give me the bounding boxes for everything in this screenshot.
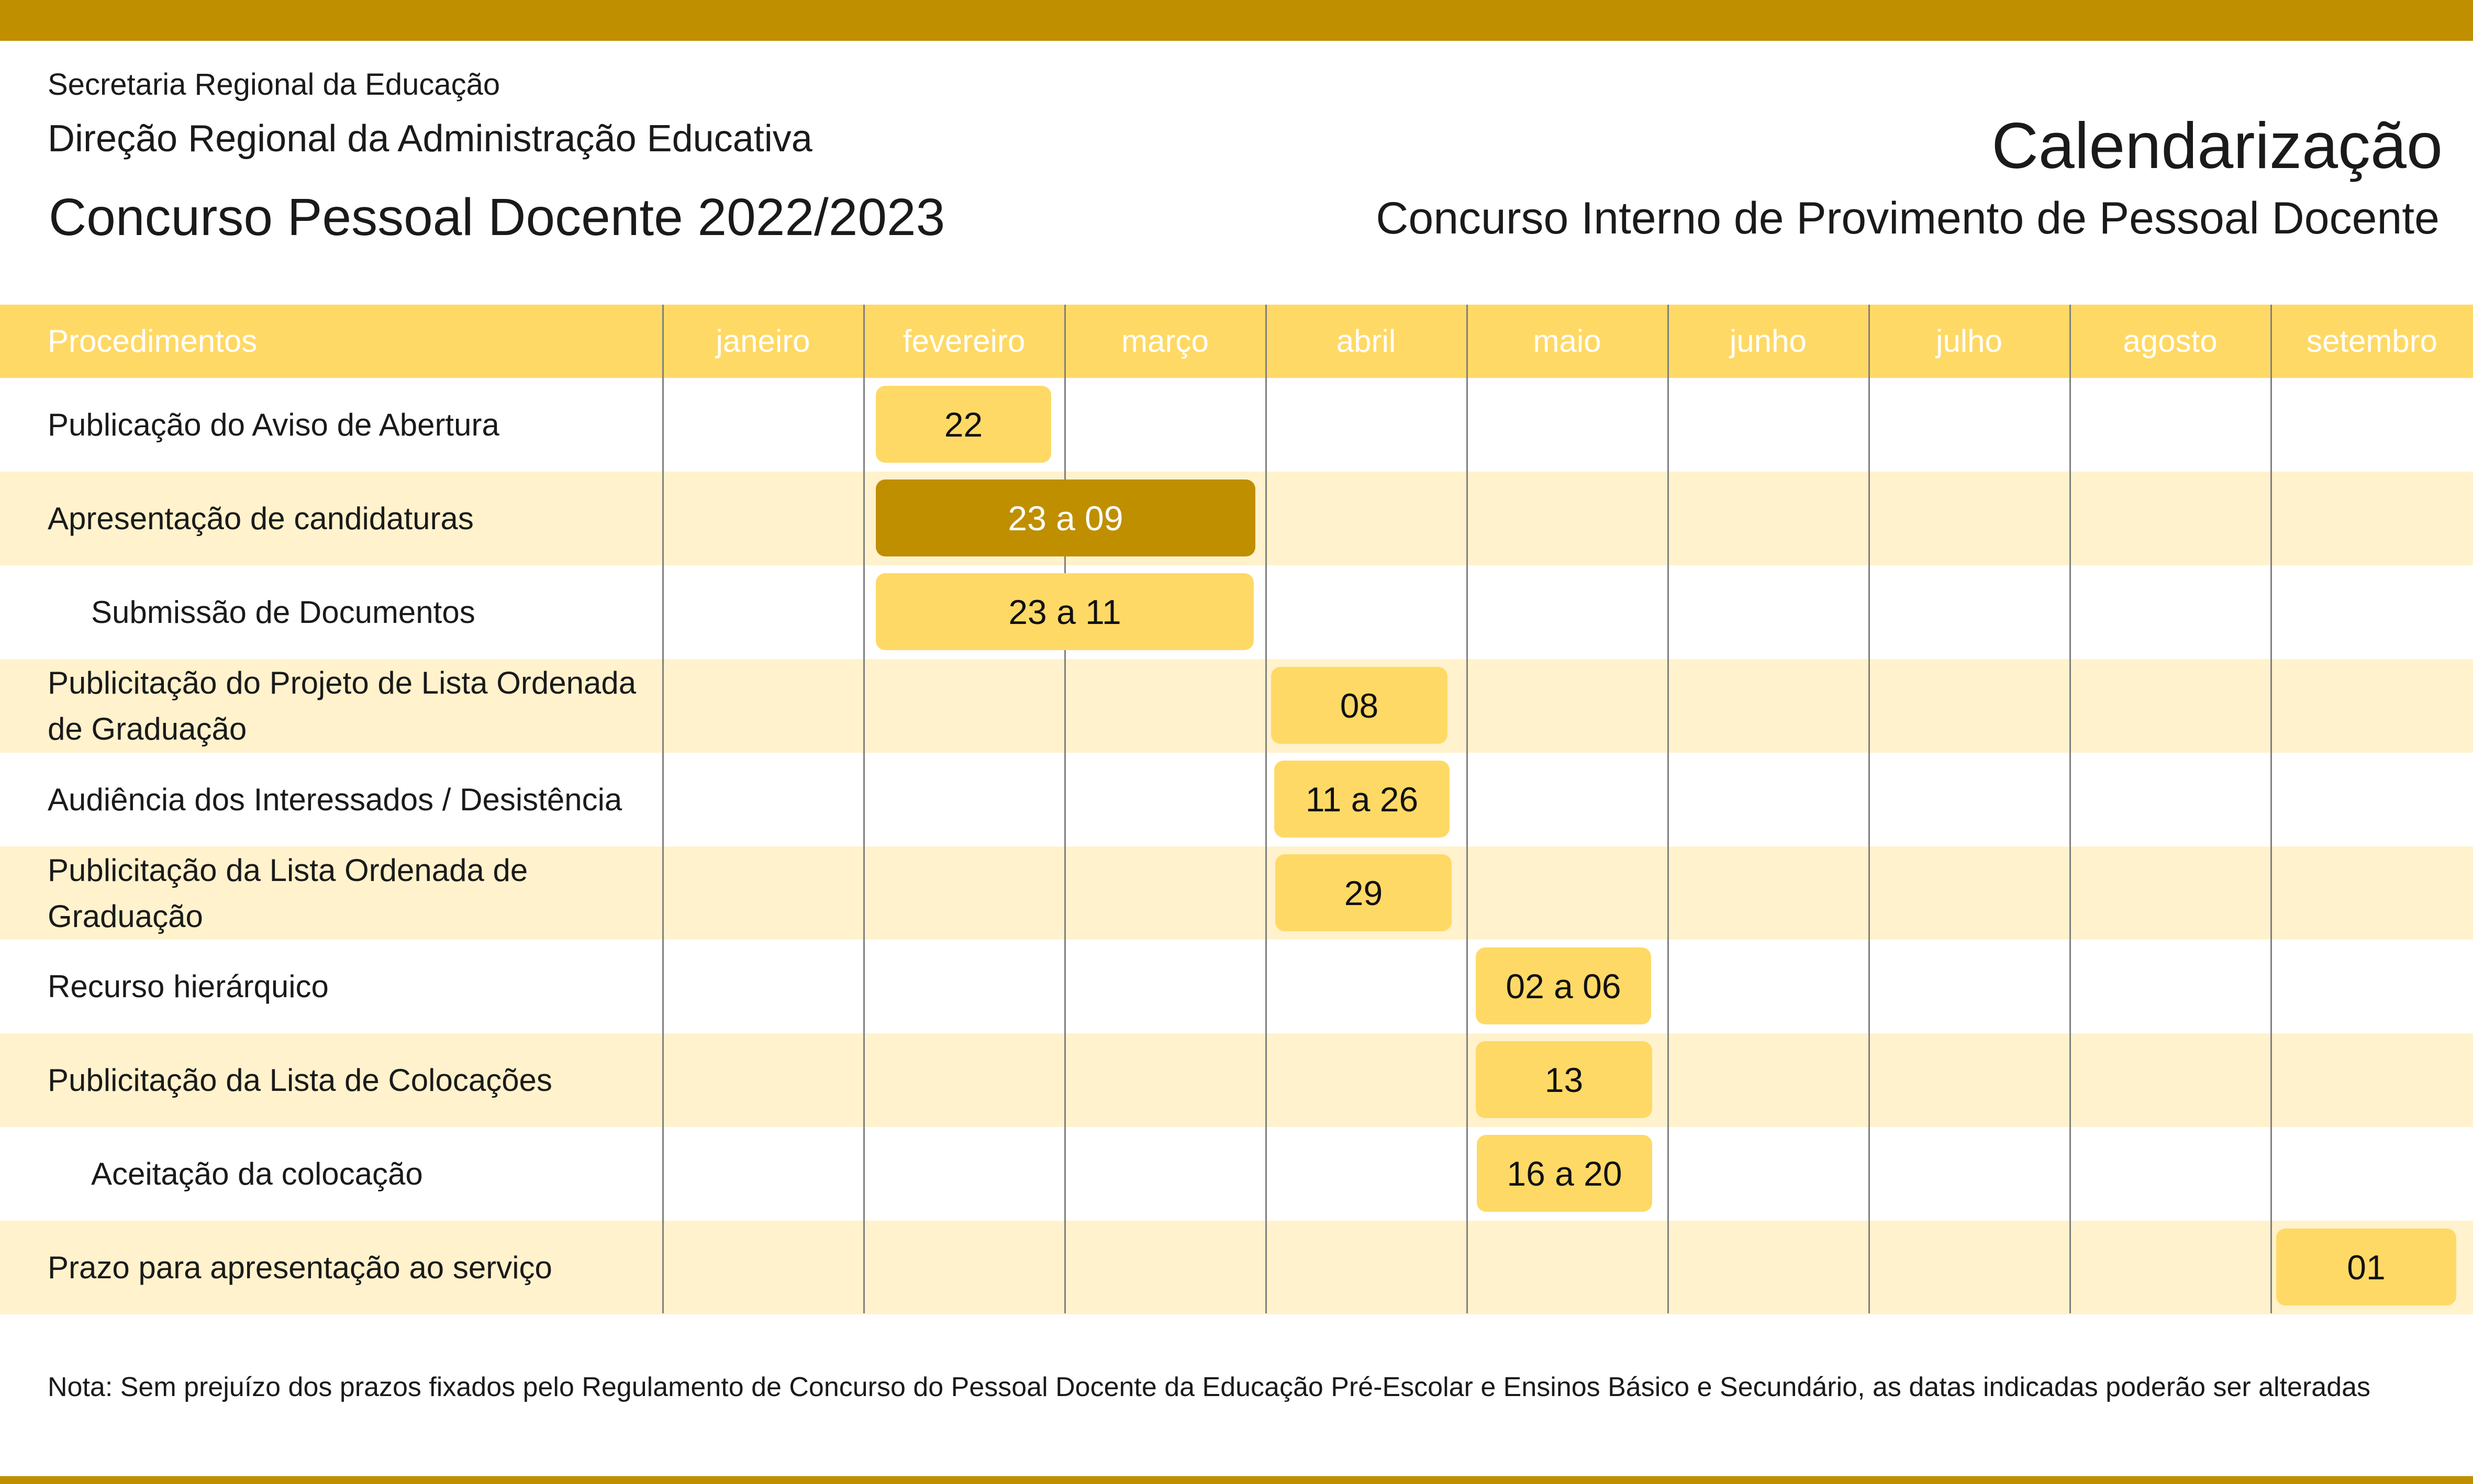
procedure-label: Aceitação da colocação: [91, 1156, 423, 1191]
procedure-label: Audiência dos Interessados / Desistência: [48, 782, 622, 817]
date-bar-submissao: 23 a 11: [876, 573, 1254, 650]
directorate-name: Direção Regional da Administração Educativa: [48, 118, 812, 160]
month-header-marco: março: [1121, 323, 1209, 359]
month-header-setembro: setembro: [2306, 323, 2438, 359]
table-row: [0, 1127, 2473, 1221]
column-divider: [1466, 305, 1468, 1313]
procedure-label: Apresentação de candidaturas: [48, 500, 474, 536]
date-bar-aceitacao: 16 a 20: [1477, 1135, 1652, 1212]
table-row: [0, 1033, 2473, 1127]
bottom-accent-bar: [0, 1476, 2473, 1484]
date-bar-audiencia: 11 a 26: [1274, 761, 1450, 838]
procedure-label: Publicação do Aviso de Abertura: [48, 407, 499, 442]
table-row: [0, 659, 2473, 753]
month-header-fevereiro: fevereiro: [903, 323, 1026, 359]
table-row: [0, 1221, 2473, 1314]
column-divider: [2069, 305, 2071, 1313]
column-divider: [1667, 305, 1669, 1313]
top-accent-bar: [0, 0, 2473, 41]
procedure-label: Submissão de Documentos: [91, 594, 475, 630]
page-title: Calendarização: [1991, 110, 2443, 182]
procedures-column-header: Procedimentos: [48, 323, 258, 359]
column-divider: [863, 305, 865, 1313]
table-header-row: [0, 305, 2473, 378]
column-divider: [1868, 305, 1870, 1313]
column-divider: [1265, 305, 1267, 1313]
date-bar-colocacoes: 13: [1476, 1041, 1652, 1118]
table-row: [0, 940, 2473, 1033]
table-row: [0, 378, 2473, 472]
date-bar-apresentacao-servico: 01: [2276, 1229, 2456, 1306]
month-header-agosto: agosto: [2123, 323, 2218, 359]
procedure-label: Publicitação da Lista de Colocações: [48, 1062, 552, 1098]
footnote: Nota: Sem prejuízo dos prazos fixados pelo Regulamento de Concurso do Pessoal Docente da Educação Pré-Escolar e Ensinos Básico e Secundário, as datas indicadas poderão ser alteradas: [48, 1372, 2371, 1402]
procedure-label: Recurso hierárquico: [48, 968, 329, 1004]
contest-title: Concurso Pessoal Docente 2022/2023: [49, 188, 945, 247]
procedure-label: Publicitação da Lista Ordenada de Graduação: [48, 852, 528, 934]
month-header-julho: julho: [1936, 323, 2002, 359]
column-divider: [662, 305, 664, 1313]
procedure-label: Publicitação do Projeto de Lista Ordenada de Graduação: [48, 665, 637, 746]
month-header-abril: abril: [1336, 323, 1396, 359]
page-subtitle: Concurso Interno de Provimento de Pessoal Docente: [1376, 193, 2439, 243]
month-header-janeiro: janeiro: [716, 323, 810, 359]
date-bar-projeto-lista: 08: [1271, 667, 1447, 744]
date-bar-aviso-abertura: 22: [876, 386, 1051, 463]
column-divider: [1064, 305, 1066, 1313]
table-row: [0, 846, 2473, 940]
procedure-label: Prazo para apresentação ao serviço: [48, 1249, 552, 1285]
date-bar-candidaturas: 23 a 09: [876, 479, 1255, 556]
date-bar-lista-ordenada: 29: [1275, 854, 1452, 931]
month-header-maio: maio: [1533, 323, 1601, 359]
column-divider: [2270, 305, 2272, 1313]
organization-name: Secretaria Regional da Educação: [48, 68, 500, 102]
table-row: [0, 753, 2473, 846]
date-bar-recurso: 02 a 06: [1476, 947, 1651, 1024]
month-header-junho: junho: [1730, 323, 1807, 359]
